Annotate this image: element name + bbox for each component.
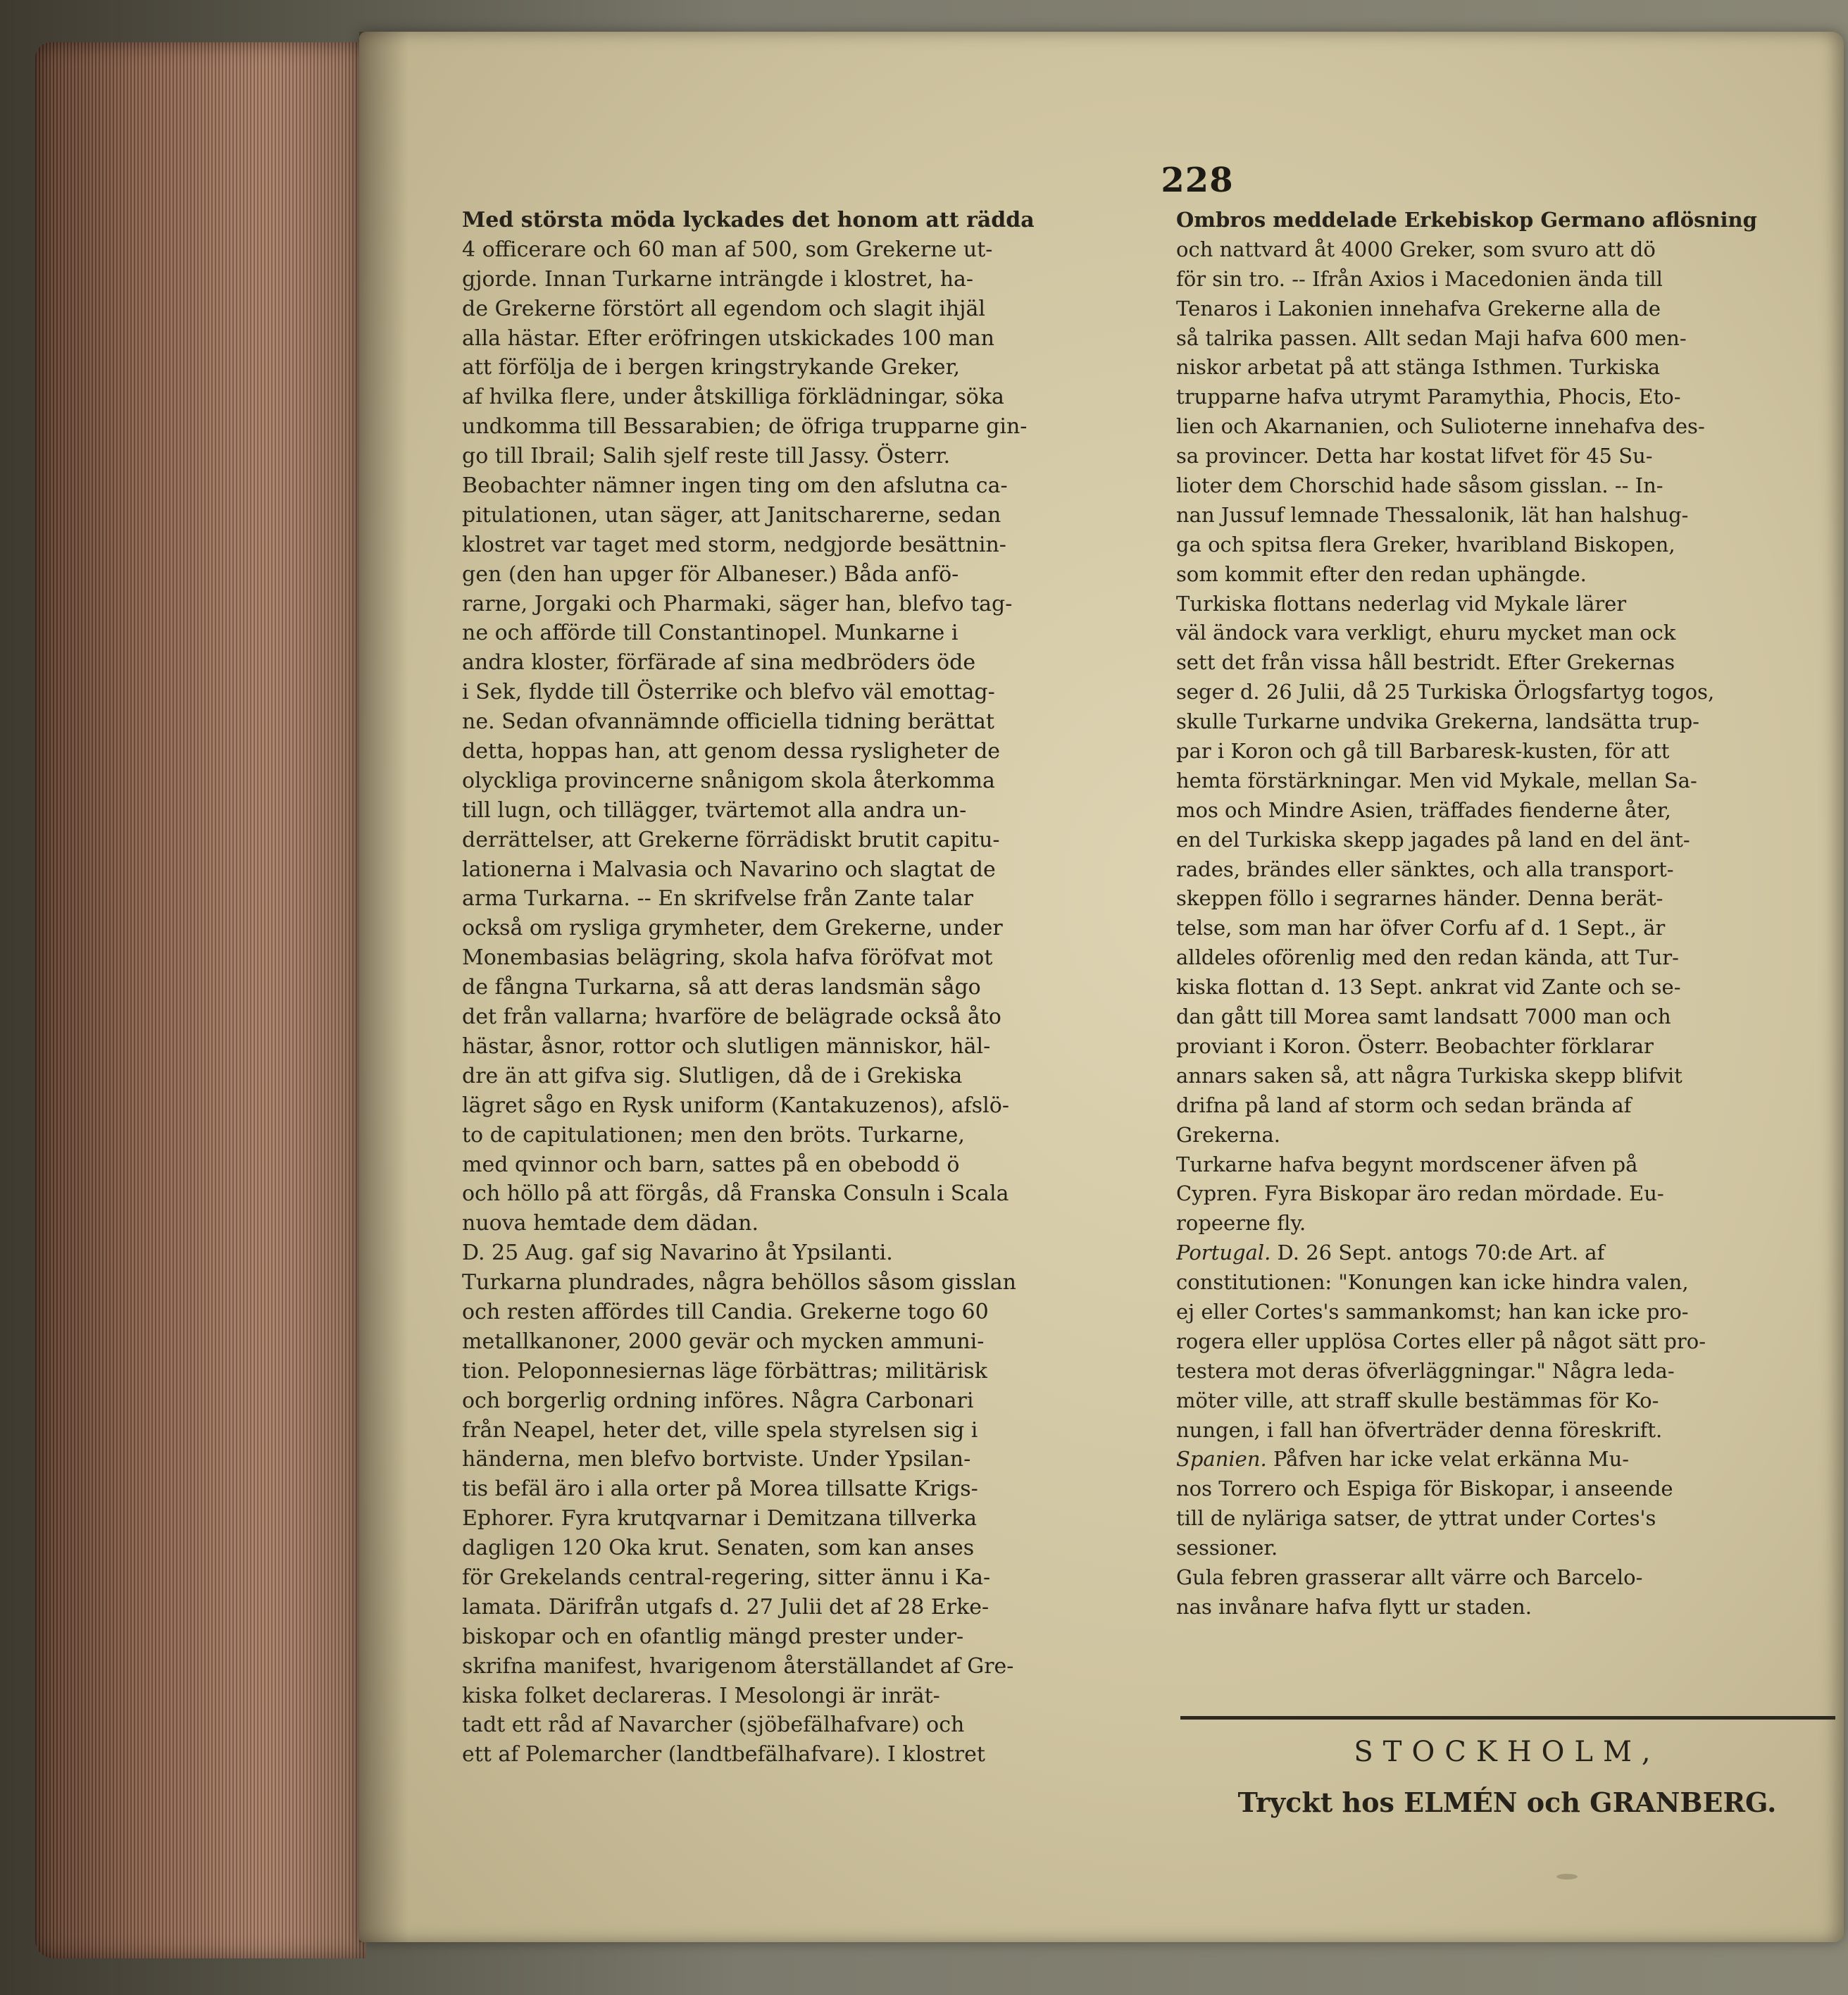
right-text-column [1176, 206, 1838, 1622]
text-line: go till Ibrail; Salih sjelf reste till Jassy. Österr. [462, 444, 951, 469]
text-line: så talrika passen. Allt sedan Maji hafva 600 men- [1176, 325, 1687, 350]
text-line: nas invånare hafva flytt ur staden. [1176, 1594, 1532, 1619]
text-line: Cypren. Fyra Biskopar äro redan mördade. Eu- [1176, 1181, 1664, 1206]
text-line: till lugn, och tillägger, tvärtemot alla andra un- [462, 797, 967, 823]
text-line: till de nyläriga satser, de yttrat under Cortes's [1176, 1506, 1656, 1531]
text-line: lien och Akarnanien, och Sulioterne innehafva des- [1176, 414, 1705, 439]
text-line: constitutionen: "Konungen kan icke hindra valen, [1176, 1270, 1689, 1295]
text-line: annars saken så, att några Turkiska skepp blifvit [1176, 1063, 1682, 1088]
text-line: rogera eller upplösa Cortes eller på något sätt pro- [1176, 1329, 1706, 1353]
text-line: det från vallarna; hvarföre de belägrade också åto [462, 1005, 1001, 1030]
text-line: telse, som man har öfver Corfu af d. 1 Sept., är [1176, 916, 1666, 940]
text-line: i Sek, flydde till Österrike och blefvo väl emottag- [462, 680, 995, 705]
text-line: tis befäl äro i alla orter på Morea tillsatte Krigs- [462, 1477, 978, 1502]
text-line: gen (den han upger för Albaneser.) Båda anfö- [462, 561, 959, 587]
text-line: trupparne hafva utrymt Paramythia, Phocis, Eto- [1176, 385, 1681, 409]
text-line: undkomma till Bessarabien; de öfriga trupparne gin- [462, 414, 1028, 440]
text-line: och nattvard åt 4000 Greker, som svuro att dö [1176, 237, 1656, 261]
text-line: pitulationen, utan säger, att Janitscharerne, sedan [462, 502, 1001, 528]
text-line: för sin tro. -- Ifrån Axios i Macedonien ända till [1176, 266, 1663, 291]
text-line: proviant i Koron. Österr. Beobachter förklarar [1176, 1033, 1654, 1058]
text-line: D. 25 Aug. gaf sig Navarino åt Ypsilanti. [462, 1241, 893, 1266]
text-line: tion. Peloponnesiernas läge förbättras; militärisk [462, 1358, 987, 1384]
text-line: de fångna Turkarna, så att deras landsmän sågo [462, 975, 981, 1000]
text-line: nuova hemtade dem dädan. [462, 1211, 759, 1236]
text-line: gjorde. Innan Turkarne inträngde i klostret, ha- [462, 266, 974, 292]
text-line: drifna på land af storm och sedan brända af [1176, 1093, 1632, 1117]
text-line: nos Torrero och Espiga för Biskopar, i anseende [1176, 1477, 1673, 1501]
text-line: derrättelser, att Grekerne förrädiskt brutit capitu- [462, 827, 1000, 852]
text-line: hemta förstärkningar. Men vid Mykale, mellan Sa- [1176, 768, 1697, 793]
imprint-city: STOCKHOLM, [1354, 1736, 1661, 1768]
text-line: tadt ett råd af Navarcher (sjöbefälhafvare) och [462, 1713, 965, 1738]
book-page-edges [35, 42, 366, 1958]
text-line: biskopar och en ofantlig mängd prester under- [462, 1624, 964, 1649]
text-line: sessioner. [1176, 1536, 1278, 1560]
text-line: Beobachter nämner ingen ting om den afslutna ca- [462, 473, 1008, 499]
text-line: Turkarna plundrades, några behöllos såsom gisslan [462, 1270, 1016, 1295]
text-line: ne och afförde till Constantinopel. Munkarne i [462, 621, 959, 646]
text-line: möter ville, att straff skulle bestämmas för Ko- [1176, 1388, 1659, 1412]
text-line: alla hästar. Efter eröfringen utskickades 100 man [462, 325, 994, 351]
text-line: Gula febren grasserar allt värre och Barcelo- [1176, 1565, 1643, 1589]
text-line: niskor arbetat på att stänga Isthmen. Turkiska [1176, 355, 1661, 380]
text-line: metallkanoner, 2000 gevär och mycken ammuni- [462, 1329, 985, 1354]
text-line: väl ändock vara verkligt, ehuru mycket man ock [1176, 621, 1676, 645]
text-line: ne. Sedan ofvannämnde officiella tidning berättat [462, 709, 994, 735]
text-line: Turkiska flottans nederlag vid Mykale lärer [1176, 591, 1627, 616]
text-line: ga och spitsa flera Greker, hvaribland Biskopen, [1176, 532, 1675, 557]
text-line: Ephorer. Fyra krutqvarnar i Demitzana tillverka [462, 1506, 978, 1531]
text-line: och höllo på att förgås, då Franska Consuln i Scala [462, 1181, 1009, 1207]
text-line: de Grekerne förstört all egendom och slagit ihjäl [462, 296, 985, 321]
text-line: ropeerne fly. [1176, 1211, 1306, 1236]
text-line: rades, brändes eller sänktes, och alla transport- [1176, 857, 1674, 881]
text-line: testera mot deras öfverläggningar." Några leda- [1176, 1358, 1675, 1383]
text-line: klostret var taget med storm, nedgjorde besättnin- [462, 532, 1006, 557]
page-gutter-shadow [359, 32, 408, 1942]
footer-rule [1180, 1716, 1835, 1720]
text-line: att förfölja de i bergen kringstrykande Greker, [462, 355, 961, 380]
text-line: Med största möda lyckades det honom att rädda [462, 208, 1035, 232]
text-line: mos och Mindre Asien, träffades fienderne åter, [1176, 797, 1671, 822]
text-line: skeppen föllo i segrarnes händer. Denna berät- [1176, 886, 1663, 911]
text-line: to de capitulationen; men den bröts. Turkarne, [462, 1122, 965, 1148]
text-line: par i Koron och gå till Barbaresk-kusten, för att [1176, 739, 1670, 764]
paper-stain [1556, 1874, 1578, 1879]
text-line: och borgerlig ordning införes. Några Carbonari [462, 1388, 974, 1413]
text-line: hästar, åsnor, rottor och slutligen människor, häl- [462, 1033, 991, 1059]
page-number: 228 [1161, 161, 1234, 200]
text-line: arma Turkarna. -- En skrifvelse från Zante talar [462, 886, 973, 912]
text-line: lägret sågo en Rysk uniform (Kantakuzenos), afslö- [462, 1093, 1009, 1118]
text-line: lamata. Därifrån utgafs d. 27 Julii det af 28 Erke- [462, 1594, 989, 1620]
text-line: nungen, i fall han öfverträder denna föreskrift. [1176, 1417, 1663, 1442]
text-line: för Grekelands central-regering, sitter ännu i Ka- [462, 1565, 991, 1590]
text-line: ej eller Cortes's sammankomst; han kan icke pro- [1176, 1299, 1689, 1324]
text-line: olyckliga provincerne snånigom skola återkomma [462, 768, 995, 793]
text-line: Ombros meddelade Erkebiskop Germano aflösning [1176, 208, 1757, 232]
text-line: Portugal. D. 26 Sept. antogs 70:de Art. af [1176, 1241, 1605, 1265]
text-line: också om rysliga grymheter, dem Grekerne, under [462, 916, 1003, 941]
text-line: lationerna i Malvasia och Navarino och slagtat de [462, 857, 996, 882]
text-line: rarne, Jorgaki och Pharmaki, säger han, blefvo tag- [462, 591, 1013, 616]
text-line: skrifna manifest, hvarigenom återställandet af Gre- [462, 1653, 1014, 1679]
text-line: sa provincer. Detta har kostat lifvet för 45 Su- [1176, 444, 1653, 468]
text-line: af hvilka flere, under åtskilliga förklädningar, söka [462, 385, 1004, 410]
text-line: detta, hoppas han, att genom dessa rysligheter de [462, 739, 1001, 764]
text-line: som kommit efter den redan uphängde. [1176, 561, 1587, 586]
text-line: alldeles oförenlig med den redan kända, att Tur- [1176, 945, 1679, 970]
text-line: Tenaros i Lakonien innehafva Grekerne alla de [1176, 296, 1661, 321]
text-line: en del Turkiska skepp jagades på land en del änt- [1176, 827, 1690, 852]
text-line: dre än att gifva sig. Slutligen, då de i Grekiska [462, 1063, 963, 1088]
text-line: ett af Polemarcher (landtbefälhafvare). I klostret [462, 1742, 985, 1767]
text-line: lioter dem Chorschid hade såsom gisslan. -- In- [1176, 473, 1663, 498]
text-line: seger d. 26 Julii, då 25 Turkiska Örlogsfartyg togos, [1176, 680, 1715, 704]
text-line: Monembasias belägring, skola hafva föröfvat mot [462, 945, 993, 971]
text-line: och resten affördes till Candia. Grekerne togo 60 [462, 1299, 989, 1324]
text-line: Turkarne hafva begynt mordscener äfven på [1176, 1152, 1638, 1176]
text-line: kiska flottan d. 13 Sept. ankrat vid Zante och se- [1176, 975, 1681, 1000]
text-line: Spanien. Påfven har icke velat erkänna Mu- [1176, 1447, 1630, 1472]
text-line: andra kloster, förfärade af sina medbröders öde [462, 650, 976, 676]
text-line: Grekerna. [1176, 1122, 1280, 1147]
text-line: händerna, men blefvo bortviste. Under Ypsilan- [462, 1447, 971, 1472]
text-line: sett det från vissa håll bestridt. Efter Grekernas [1176, 650, 1675, 675]
text-line: från Neapel, heter det, ville spela styrelsen sig i [462, 1417, 978, 1443]
imprint-printer: Tryckt hos ELMÉN och GRANBERG. [1237, 1786, 1777, 1818]
left-text-column [462, 206, 1152, 1770]
text-line: skulle Turkarne undvika Grekerna, landsätta trup- [1176, 709, 1699, 734]
text-line: kiska folket declareras. I Mesolongi är inrät- [462, 1683, 940, 1708]
text-line: med qvinnor och barn, sattes på en obebodd ö [462, 1152, 960, 1177]
text-line: dagligen 120 Oka krut. Senaten, som kan anses [462, 1536, 975, 1561]
text-line: dan gått till Morea samt landsatt 7000 man och [1176, 1005, 1671, 1029]
section-heading: Portugal. [1176, 1241, 1271, 1265]
text-line: nan Jussuf lemnade Thessalonik, lät han halshug- [1176, 502, 1689, 527]
text-line: 4 officerare och 60 man af 500, som Grekerne ut- [462, 237, 993, 262]
section-heading: Spanien. [1176, 1447, 1267, 1472]
